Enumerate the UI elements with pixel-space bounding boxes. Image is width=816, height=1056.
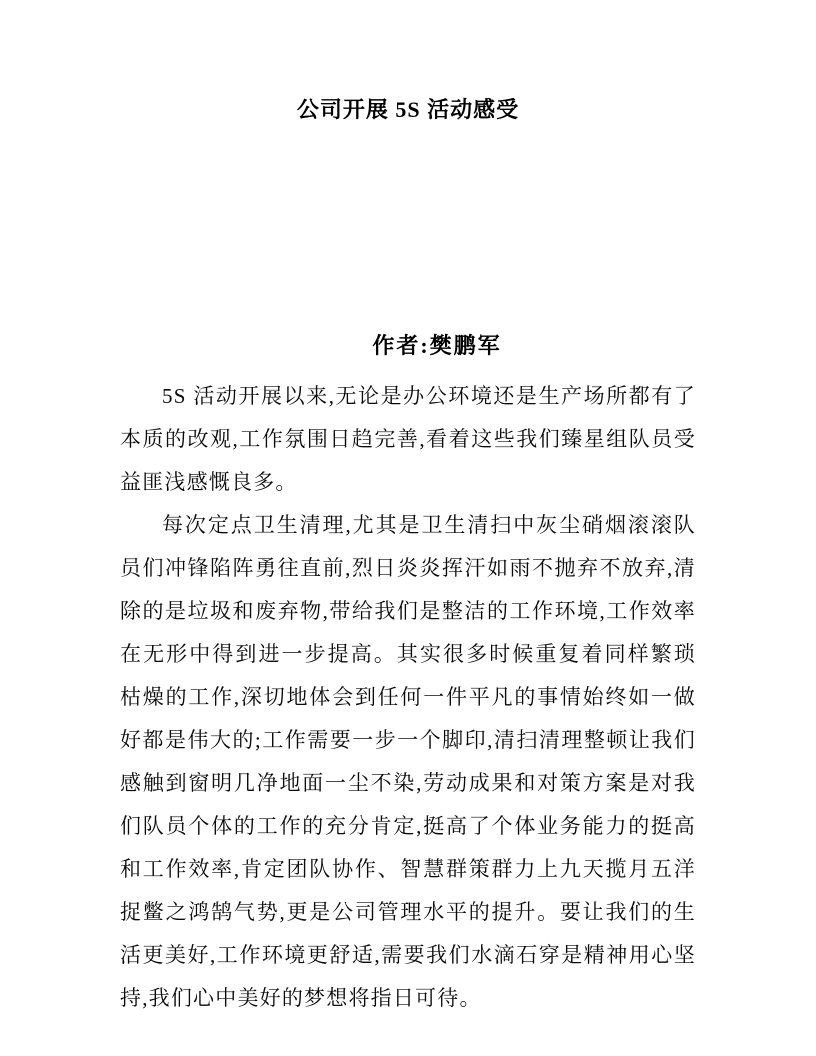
document-body <box>120 375 696 1020</box>
body-paragraph: 每次定点卫生清理,尤其是卫生清扫中灰尘硝烟滚滚队员们冲锋陷阵勇往直前,烈日炎炎挥汗如雨不抛弃不放弃,清除的是垃圾和废弃物,带给我们是整洁的工作环境,工作效率在无形中得到进一步提高。其实很多时候重复着同样繁琐枯燥的工作,深切地体会到任何一件平凡的事情始终如一做好都是伟大的;工作需要一步一个脚印,清扫清理整顿让我们感触到窗明几净地面一尘不染,劳动成果和对策方案是对我们队员个体的工作的充分肯定,挺高了个体业务能力的挺高和工作效率,肯定团队协作、智慧群策群力上九天揽月五洋捉鳖之鸿鹄气势,更是公司管理水平的提升。要让我们的生活更美好,工作环境更舒适,需要我们水滴石穿是精神用心坚持,我们心中美好的梦想将指日可待。 <box>120 513 696 1010</box>
body-paragraph: 5S 活动开展以来,无论是办公环境还是生产场所都有了本质的改观,工作氛围日趋完善,看着这些我们臻星组队员受益匪浅感慨良多。 <box>120 384 696 494</box>
document-title: 公司开展 5S 活动感受 <box>296 97 520 122</box>
author-line: 作者:樊鹏军 <box>372 333 502 358</box>
